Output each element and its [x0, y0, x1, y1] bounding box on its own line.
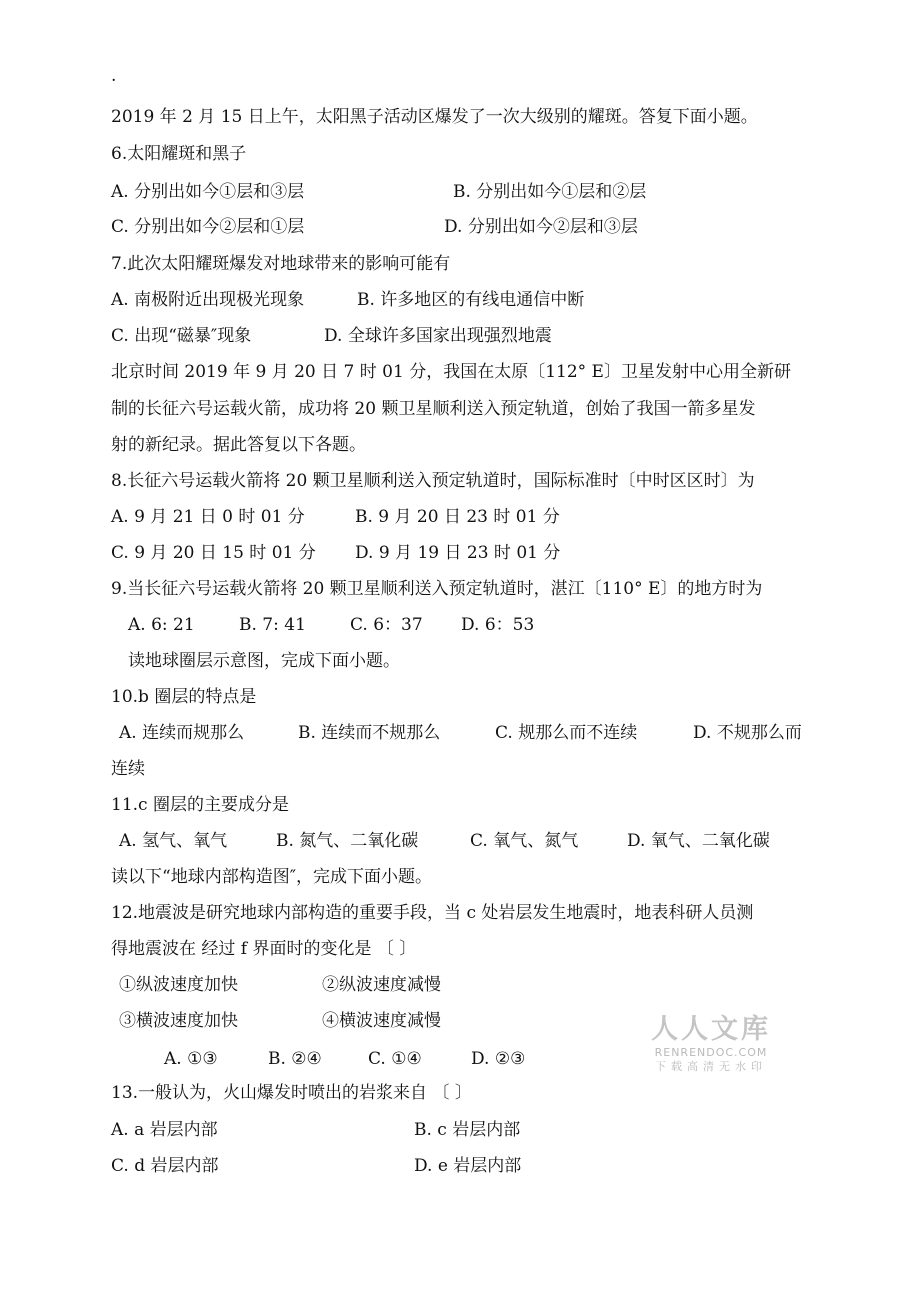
q12-item-4: ④横波速度减慢 [322, 1011, 441, 1031]
q9-option-d: D. 6：53 [461, 615, 535, 635]
q12-item-1: ①纵波速度加快 [119, 975, 238, 995]
question-8: 8.长征六号运载火箭将 20 颗卫星顺利送入预定轨道时，国际标准时〔中时区区时〕为 [111, 471, 755, 491]
q12-option-b: B. ②④ [268, 1049, 322, 1069]
q7-option-c: C. 出现“磁暴″现象 [111, 326, 252, 346]
q6-option-d: D. 分别出如今②层和③层 [444, 217, 638, 237]
q6-option-a: A. 分别出如今①层和③层 [111, 182, 305, 202]
q7-option-d: D. 全球许多国家出现强烈地震 [324, 326, 552, 346]
question-10: 10.b 圈层的特点是 [111, 687, 257, 707]
q12-item-3: ③横波速度加快 [119, 1011, 238, 1031]
intro-earth-interior: 读以下“地球内部构造图″，完成下面小题。 [111, 867, 433, 887]
q12-option-d: D. ②③ [471, 1049, 526, 1069]
q8-option-b: B. 9 月 20 日 23 时 01 分 [355, 507, 560, 527]
question-13: 13.一般认为，火山爆发时喷出的岩浆来自 〔 〕 [111, 1083, 472, 1103]
top-dot: . [111, 66, 117, 86]
q13-option-d: D. e 岩层内部 [414, 1156, 522, 1176]
q9-option-c: C. 6：37 [350, 615, 423, 635]
q10-option-d: D. 不规那么而 [693, 723, 802, 743]
question-9: 9.当长征六号运载火箭将 20 颗卫星顺利送入预定轨道时，湛江〔110° E〕的地方时为 [111, 579, 763, 599]
question-6: 6.太阳耀斑和黑子 [111, 144, 247, 164]
q10-option-b: B. 连续而不规那么 [298, 723, 441, 743]
intro-rocket-line-1: 北京时间 2019 年 9 月 20 日 7 时 01 分，我国在太原〔112° E〕卫星发射中心用全新研 [111, 362, 791, 382]
question-7: 7.此次太阳耀斑爆发对地球带来的影响可能有 [111, 254, 451, 274]
q6-option-b: B. 分别出如今①层和②层 [453, 182, 647, 202]
q13-option-b: B. c 岩层内部 [414, 1120, 521, 1140]
q7-option-a: A. 南极附近出现极光现象 [111, 290, 305, 310]
q8-option-c: C. 9 月 20 日 15 时 01 分 [111, 543, 316, 563]
q12-option-c: C. ①④ [368, 1049, 422, 1069]
q10-option-c: C. 规那么而不连续 [495, 723, 638, 743]
q6-option-c: C. 分别出如今②层和①层 [111, 217, 305, 237]
intro-rocket-line-3: 射的新纪录。据此答复以下各题。 [111, 435, 366, 455]
watermark-subtitle: 下载高清无水印 [655, 1060, 767, 1073]
q8-option-d: D. 9 月 19 日 23 时 01 分 [355, 543, 561, 563]
watermark-logo [646, 1014, 776, 1074]
question-12-line-2: 得地震波在 经过 f 界面时的变化是 〔 〕 [111, 939, 417, 959]
question-11: 11.c 圈层的主要成分是 [111, 795, 289, 815]
intro-earth-spheres: 读地球圈层示意图，完成下面小题。 [128, 651, 400, 671]
watermark-title: 人人文库 [651, 1014, 771, 1045]
q11-option-b: B. 氮气、二氧化碳 [276, 831, 419, 851]
q11-option-a: A. 氢气、氧气 [119, 831, 228, 851]
q11-option-d: D. 氧气、二氧化碳 [627, 831, 770, 851]
q9-option-b: B. 7: 41 [239, 615, 306, 635]
q13-option-a: A. a 岩层内部 [111, 1120, 218, 1140]
question-12-line-1: 12.地震波是研究地球内部构造的重要手段，当 c 处岩层发生地震时，地表科研人员测 [111, 903, 754, 923]
q11-option-c: C. 氧气、氮气 [470, 831, 579, 851]
watermark-url: RENRENDOC.COM [654, 1046, 768, 1059]
q8-option-a: A. 9 月 21 日 0 时 01 分 [111, 507, 305, 527]
q10-option-d-wrap: 连续 [111, 759, 145, 779]
intro-rocket-line-2: 制的长征六号运载火箭，成功将 20 颗卫星顺利送入预定轨道，创始了我国一箭多星发 [111, 399, 756, 419]
q12-item-2: ②纵波速度减慢 [322, 975, 441, 995]
q10-option-a: A. 连续而规那么 [119, 723, 245, 743]
intro-solar-flare: 2019 年 2 月 15 日上午，太阳黑子活动区爆发了一次大级别的耀斑。答复下面小题。 [111, 107, 758, 127]
q13-option-c: C. d 岩层内部 [111, 1156, 219, 1176]
q7-option-b: B. 许多地区的有线电通信中断 [357, 290, 585, 310]
q9-option-a: A. 6: 21 [128, 615, 195, 635]
q12-option-a: A. ①③ [164, 1049, 218, 1069]
